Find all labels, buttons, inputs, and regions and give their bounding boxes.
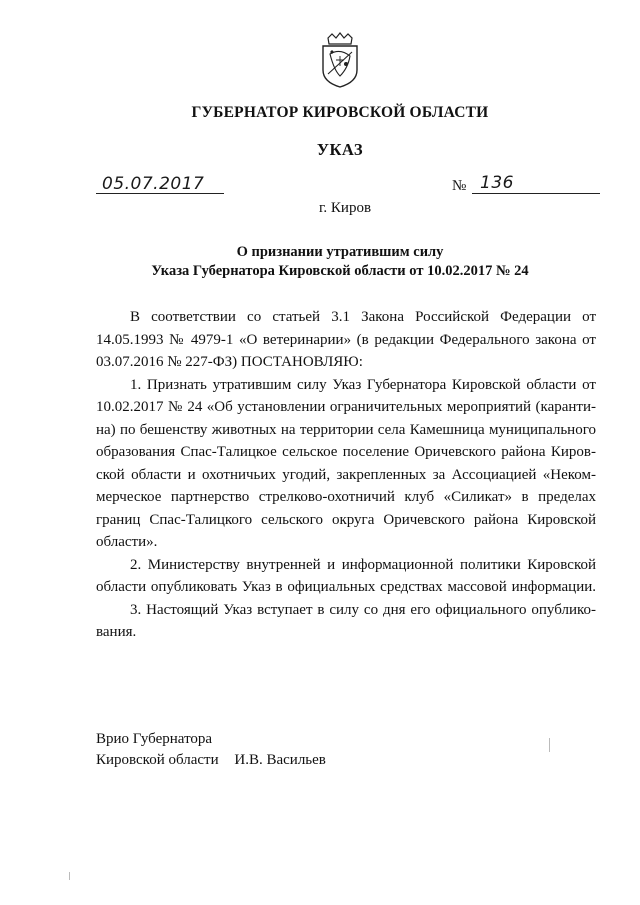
subject-line: Указа Губернатора Кировской области от 10.02.2017 № 24 — [151, 263, 529, 279]
preamble-line: 14.05.1993 № 4979-1 «О ветеринарии» (в редакции Федерального закона от — [96, 331, 596, 348]
item-2-line: области опубликовать Указ в официальных средствах массовой информации. — [96, 579, 596, 595]
item-1-line: области». — [96, 534, 158, 550]
number-field — [452, 174, 600, 198]
number-label: № — [452, 178, 467, 194]
item-3-line: 3. Настоящий Указ вступает в силу со дня его официального опублико- — [130, 601, 596, 618]
document-body — [96, 306, 596, 644]
document-type: УКАЗ — [316, 140, 364, 159]
item-1-line: на) по бешенству животных на территории села Камешница муниципального — [96, 421, 596, 438]
date-field — [96, 174, 224, 198]
item-3-line: вания. — [96, 624, 137, 640]
item-1-line: 1. Признать утратившим силу Указ Губернатора Кировской области от — [130, 376, 596, 393]
item-1-line: границ Спас-Талицкого сельского округа Оричевского района Кировской — [96, 511, 596, 528]
item-1-line: 10.02.2017 № 24 «Об установлении ограничительных мероприятий (каранти- — [96, 399, 596, 415]
signer-position: Врио Губернатора — [96, 731, 213, 747]
handwritten-date: 05.07.2017 — [102, 174, 205, 194]
item-2-line: 2. Министерству внутренней и информационной политики Кировской — [130, 556, 596, 573]
scan-mark — [69, 872, 70, 880]
number-underline — [472, 193, 600, 194]
subject-line: О признании утратившим силу — [236, 244, 444, 260]
preamble-line: 03.07.2016 № 227-ФЗ) ПОСТАНОВЛЯЮ: — [96, 354, 363, 370]
item-1-line: мерческое партнерство стрелково-охотничий клуб «Силикат» в пределах — [96, 489, 596, 505]
item-1-line: ской области и охотничьих угодий, закрепленных за Ассоциацией «Неком- — [96, 466, 596, 483]
document-subject — [110, 243, 570, 281]
issuer-title: ГУБЕРНАТОР КИРОВСКОЙ ОБЛАСТИ — [191, 104, 489, 121]
preamble-line: В соответствии со статьей 3.1 Закона Российской Федерации от — [130, 309, 596, 325]
signature-block — [96, 729, 326, 771]
item-1-line: образования Спас-Талицкое сельское поселение Оричевского района Киров- — [96, 444, 596, 460]
signer-name: И.В. Васильев — [234, 752, 326, 768]
city: г. Киров — [318, 200, 372, 216]
scan-mark — [549, 738, 550, 752]
signer-region: Кировской области — [96, 752, 219, 768]
kirov-coat-of-arms-icon — [318, 30, 362, 90]
handwritten-number: 136 — [480, 173, 514, 193]
